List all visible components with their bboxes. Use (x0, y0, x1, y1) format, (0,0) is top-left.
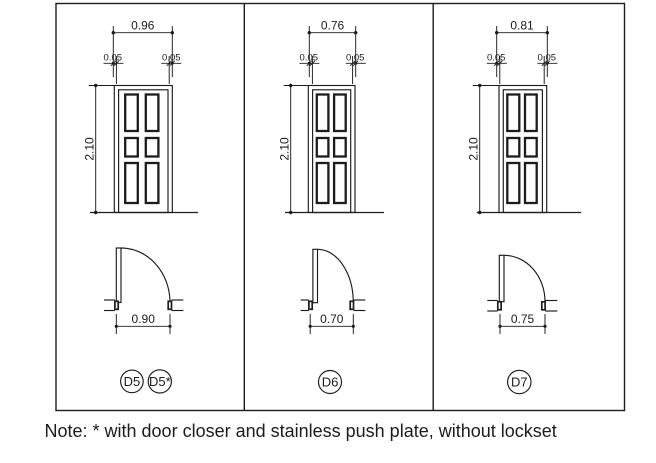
door-swing-arc (121, 248, 170, 303)
door-tag-d5-star (148, 370, 171, 393)
dimension-dot (112, 31, 115, 34)
door-panel (125, 95, 138, 132)
dimension-dot (115, 325, 118, 328)
height-dimension (83, 84, 115, 214)
door-tag-d7 (508, 370, 531, 393)
door-swing-arc (318, 249, 354, 302)
door-plan (301, 249, 366, 310)
dimension-dot (498, 325, 501, 328)
door-elevation (477, 86, 581, 213)
dimension-dot (478, 211, 481, 214)
width-dimension (495, 19, 549, 78)
door-panel (507, 138, 519, 157)
door-jamb (498, 302, 501, 310)
door-panel (317, 95, 329, 132)
dimension-dot (289, 211, 292, 214)
door-panel (125, 163, 138, 203)
door-panel (507, 95, 519, 132)
frame-dimension-text: 0.05 (486, 52, 506, 64)
dimension-dot (308, 31, 311, 34)
plan-width-dimension-text: 0.90 (131, 312, 155, 326)
door-panel (525, 138, 537, 157)
door-jamb (309, 301, 312, 309)
plan-width-dimension (498, 312, 546, 334)
door-panel (525, 95, 537, 132)
tag-text: D7 (510, 374, 528, 390)
dimension-dot (495, 31, 498, 34)
door-tag-d6 (319, 371, 342, 394)
door-tag-d5 (121, 370, 144, 393)
frame-dimension-right (161, 52, 181, 84)
height-dimension (278, 84, 309, 214)
frame-dimension-text: 0.05 (162, 52, 181, 64)
width-dimension (112, 19, 174, 78)
door-jamb (542, 302, 545, 310)
panel-d6 (278, 19, 385, 394)
plan-width-dimension (115, 312, 172, 334)
height-dimension-text: 2.10 (82, 137, 97, 161)
door-panel (525, 163, 537, 203)
door-panel (334, 138, 346, 157)
door-leaf (116, 248, 121, 303)
door-elevation (285, 86, 384, 213)
width-dimension-text: 0.76 (320, 18, 345, 33)
frame-dimension-text: 0.05 (345, 52, 365, 64)
door-panel (317, 138, 329, 157)
door-jamb (350, 301, 353, 309)
dimension-dot (546, 31, 549, 34)
width-dimension-text: 0.81 (510, 18, 534, 33)
frame-dimension-text: 0.05 (537, 52, 557, 64)
door-swing-arc (504, 255, 545, 301)
dimension-dot (309, 325, 312, 328)
height-dimension-text: 2.10 (277, 137, 292, 161)
door-panel (125, 138, 138, 157)
door-panel (317, 163, 329, 203)
dimension-dot (171, 31, 174, 34)
plan-width-dimension-text: 0.70 (320, 312, 344, 326)
door-frame-outer (114, 86, 172, 213)
dimension-dot (289, 84, 292, 87)
height-dimension-text: 2.10 (466, 137, 481, 161)
door-elevation (90, 86, 198, 213)
width-dimension-text: 0.96 (131, 18, 155, 33)
door-plan (104, 248, 183, 311)
door-panel (334, 95, 346, 132)
door-panel (146, 95, 159, 132)
dimension-dot (352, 325, 355, 328)
panel-d7 (467, 19, 582, 394)
dimension-dot (94, 84, 97, 87)
dimension-dot (543, 325, 546, 328)
tag-text: D6 (321, 374, 339, 390)
height-dimension (467, 84, 500, 214)
width-dimension (308, 19, 358, 78)
door-panel (334, 163, 346, 203)
dimension-dot (94, 211, 97, 214)
dimension-dot (478, 84, 481, 87)
panel-d5 (83, 19, 199, 394)
dimension-dot (354, 31, 357, 34)
plan-width-dimension (309, 312, 355, 334)
frame-dimension-text: 0.05 (103, 52, 123, 64)
door-panel (146, 138, 159, 157)
door-panel (507, 163, 519, 203)
door-panel (146, 163, 159, 203)
sheet-border (56, 4, 625, 411)
frame-dimension-text: 0.05 (299, 52, 319, 64)
door-jamb (115, 301, 118, 309)
plan-width-dimension-text: 0.75 (510, 312, 535, 326)
tag-text: D5* (148, 374, 171, 389)
dimension-dot (168, 325, 171, 328)
door-jamb (168, 301, 171, 309)
tag-text: D5 (123, 374, 141, 389)
door-leaf (313, 249, 318, 302)
door-frame-outer (308, 86, 355, 213)
note-text: Note: * with door closer and stainless push plate, without lockset (44, 421, 557, 441)
door-leaf (499, 255, 504, 301)
door-plan (487, 255, 557, 311)
